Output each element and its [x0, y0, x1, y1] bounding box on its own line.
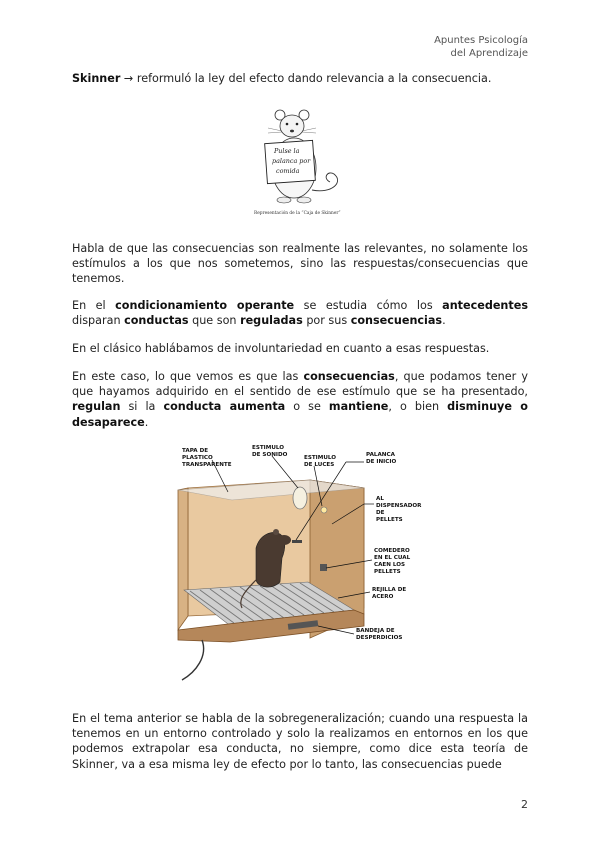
figure1-caption: Representación de la “Caja de Skinner”: [254, 211, 341, 216]
paragraph-classic: En el clásico hablábamos de involuntariedad en cuanto a esas respuestas.: [72, 342, 490, 355]
p3-text-5: por sus: [302, 314, 351, 328]
label-tapa-1: TAPA DE: [182, 448, 209, 454]
label-luces-1: ESTIMULO: [304, 455, 336, 461]
skinner-name: Skinner: [72, 72, 121, 85]
rat-sign-illustration: [252, 108, 348, 220]
label-dispensador-3: DE: [376, 510, 385, 516]
label-rejilla-1: REJILLA DE: [372, 587, 407, 593]
label-comedero-1: COMEDERO: [374, 548, 410, 554]
label-palanca-1: PALANCA: [366, 452, 395, 458]
paragraph-overgeneralization: En el tema anterior se habla de la sobregeneralización; cuando una respuesta la tenemos en un entorno controlado y solo la realizamos en entornos en los que podemos extrapolar esa conducta, no siempre, como dice esta teoría de Skinner, va a esa misma ley de efecto por lo tanto, las consecuencias puede: [72, 712, 528, 771]
p5-text-2: , que podamos tener y que hayamos adquirido en el sentido de ese estímulo que se ha presentado,: [72, 370, 528, 399]
p3-text-1: En el: [72, 299, 116, 312]
p5-bold-1: consecuencias: [303, 370, 395, 383]
p3-bold-4: reguladas: [240, 314, 303, 328]
label-tapa-3: TRANSPARENTE: [182, 462, 232, 468]
header-line-1: Apuntes Psicología: [434, 35, 528, 46]
paragraph-this-case: [72, 369, 528, 430]
p3-text-2: se estudia cómo los: [294, 299, 443, 312]
p5-text-3: si la: [120, 400, 164, 414]
label-dispensador-1: AL: [376, 496, 384, 502]
p3-bold-2: antecedentes: [442, 299, 528, 312]
page-number: 2: [521, 798, 528, 811]
paragraph-consequences: Habla de que las consecuencias son realmente las relevantes, no solamente los estímulos a los que nos sometemos, sino las respuestas/consecuencias que tenemos.: [72, 242, 528, 286]
label-dispensador-4: PELLETS: [376, 517, 403, 523]
p5-text-5: , o bien: [388, 400, 448, 414]
p5-text-1: En este caso, lo que vemos es que las: [72, 370, 304, 383]
document-header: [434, 34, 528, 60]
label-sonido-2: DE SONIDO: [252, 452, 288, 458]
sign-line-1: Pulse la: [274, 147, 300, 155]
p5-bold-4: mantiene: [328, 400, 389, 414]
p3-text-4: que son: [188, 314, 241, 328]
p3-bold-3: conductas: [124, 314, 189, 328]
paragraph-operant: [72, 298, 528, 328]
label-tapa-2: PLASTICO: [182, 455, 213, 461]
p3-bold-1: condicionamiento operante: [115, 299, 295, 312]
header-line-2: del Aprendizaje: [450, 48, 528, 59]
p5-text-6: .: [144, 415, 149, 429]
p5-bold-2: regulan: [72, 400, 121, 414]
label-comedero-4: PELLETS: [374, 569, 401, 575]
label-comedero-3: CAEN LOS: [374, 562, 406, 568]
label-bandeja-2: DESPERDICIOS: [356, 635, 403, 641]
skinner-box-diagram: [168, 440, 436, 688]
p5-bold-3: conducta aumenta: [163, 400, 286, 414]
p5-bold-5: disminuye o desaparece: [72, 400, 528, 429]
p3-bold-5: consecuencias: [350, 314, 443, 328]
label-luces-2: DE LUCES: [304, 462, 335, 468]
sign-line-2: palanca por: [272, 157, 311, 165]
label-sonido-1: ESTIMULO: [252, 445, 284, 451]
p3-text-6: .: [442, 314, 446, 328]
label-comedero-2: EN EL CUAL: [374, 555, 411, 561]
label-bandeja-1: BANDEJA DE: [356, 628, 395, 634]
p5-text-4: o se: [285, 400, 329, 414]
skinner-text: → reformuló la ley del efecto dando relevancia a la consecuencia.: [120, 72, 492, 85]
p3-text-3: disparan: [72, 314, 125, 328]
sign-line-3: comida: [276, 167, 300, 175]
label-dispensador-2: DISPENSADOR: [376, 503, 422, 509]
label-palanca-2: DE INICIO: [366, 459, 397, 465]
label-rejilla-2: ACERO: [372, 594, 394, 600]
paragraph-skinner: [72, 71, 528, 86]
